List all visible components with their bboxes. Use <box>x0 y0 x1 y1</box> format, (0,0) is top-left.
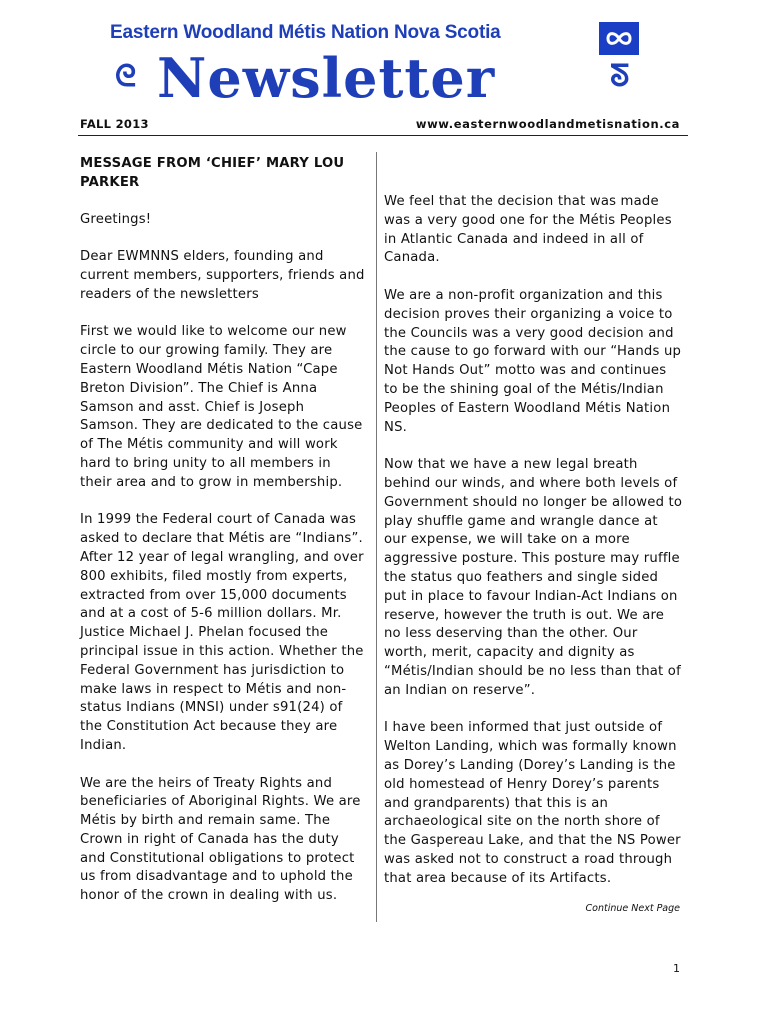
decorative-swirl-right: ᘕ <box>610 59 630 94</box>
newsletter-title: Newsletter <box>157 46 496 110</box>
column-divider <box>376 152 377 922</box>
paragraph: We are the heirs of Treaty Rights and beneficiaries of Aboriginal Rights. We are Métis by birth and remain same. The Crown in right of Canada has the duty and Constitutional obligations to protect us from disadvantage and to uphold the honor of the crown in dealing with us. <box>80 775 361 904</box>
issue-season: FALL 2013 <box>80 117 149 131</box>
paragraph: First we would like to welcome our new circle to our growing family. They are Eastern Woodland Métis Nation “Cape Breton Division”. The Chief is Anna Samson and asst. Chief is Joseph Samson. They are dedicated to the cause of The Métis community and will work hard to bring unity to all members in their area and to grow in membership. <box>80 324 363 490</box>
header-rule <box>78 135 688 136</box>
masthead <box>115 46 655 110</box>
paragraph: In 1999 the Federal court of Canada was asked to declare that Métis are “Indians”. After 12 year of legal wrangling, and over 800 exhibits, filed mostly from experts, extracted from over 15,000 documents and at a cost of 5-6 million dollars. Mr. Justice Michael J. Phelan focused the principal issue in this action. Whether the Federal Government has jurisdiction to make laws in respect to Métis and non-status Indians (MNSI) under s91(24) of the Constitution Act because they are Indian. <box>80 512 364 753</box>
paragraph: We feel that the decision that was made was a very good one for the Métis Peoples in Atlantic Canada and indeed in all of Canada. <box>384 194 672 266</box>
article-heading: MESSAGE FROM ‘CHIEF’ MARY LOU PARKER <box>80 156 345 190</box>
paragraph: Greetings! <box>80 211 152 227</box>
paragraph: Dear EWMNNS elders, founding and current members, supporters, friends and readers of the newsletters <box>80 249 365 302</box>
left-column <box>80 155 365 925</box>
continue-next-page: Continue Next Page <box>585 903 680 914</box>
paragraph: We are a non-profit organization and this decision proves their organizing a voice to the Councils was a very good decision and the cause to go forward with our “Hands up Not Hands Out” motto was and continues to be the shining goal of the Métis/Indian Peoples of Eastern Woodland Métis Nation NS. <box>384 287 682 435</box>
website-link[interactable]: www.easternwoodlandmetisnation.ca <box>415 117 680 131</box>
page-number: 1 <box>673 962 680 975</box>
decorative-swirl-left: ᘓ <box>115 59 137 94</box>
org-name: Eastern Woodland Métis Nation Nova Scotia <box>110 22 501 43</box>
right-column <box>384 193 684 907</box>
paragraph: I have been informed that just outside of Welton Landing, which was formally known as Dorey’s Landing (Dorey’s Landing is the old homestead of Henry Dorey’s parents and grandparents) that this is an archaeological site on the north shore of the Gaspereau Lake, and that the NS Power was asked not to construct a road through that area because of its Artifacts. <box>384 720 681 886</box>
paragraph: Now that we have a new legal breath behind our winds, and where both levels of Government should no longer be allowed to play shuffle game and wrangle dance at our expense, we will take on a more aggressive posture. This posture may ruffle the status quo feathers and single sided put in place to favour Indian-Act Indians on reserve, however the truth is out. We are no less deserving than the other. Our worth, merit, capacity and dignity as “Métis/Indian should be no less than that of an Indian on reserve”. <box>384 457 683 698</box>
